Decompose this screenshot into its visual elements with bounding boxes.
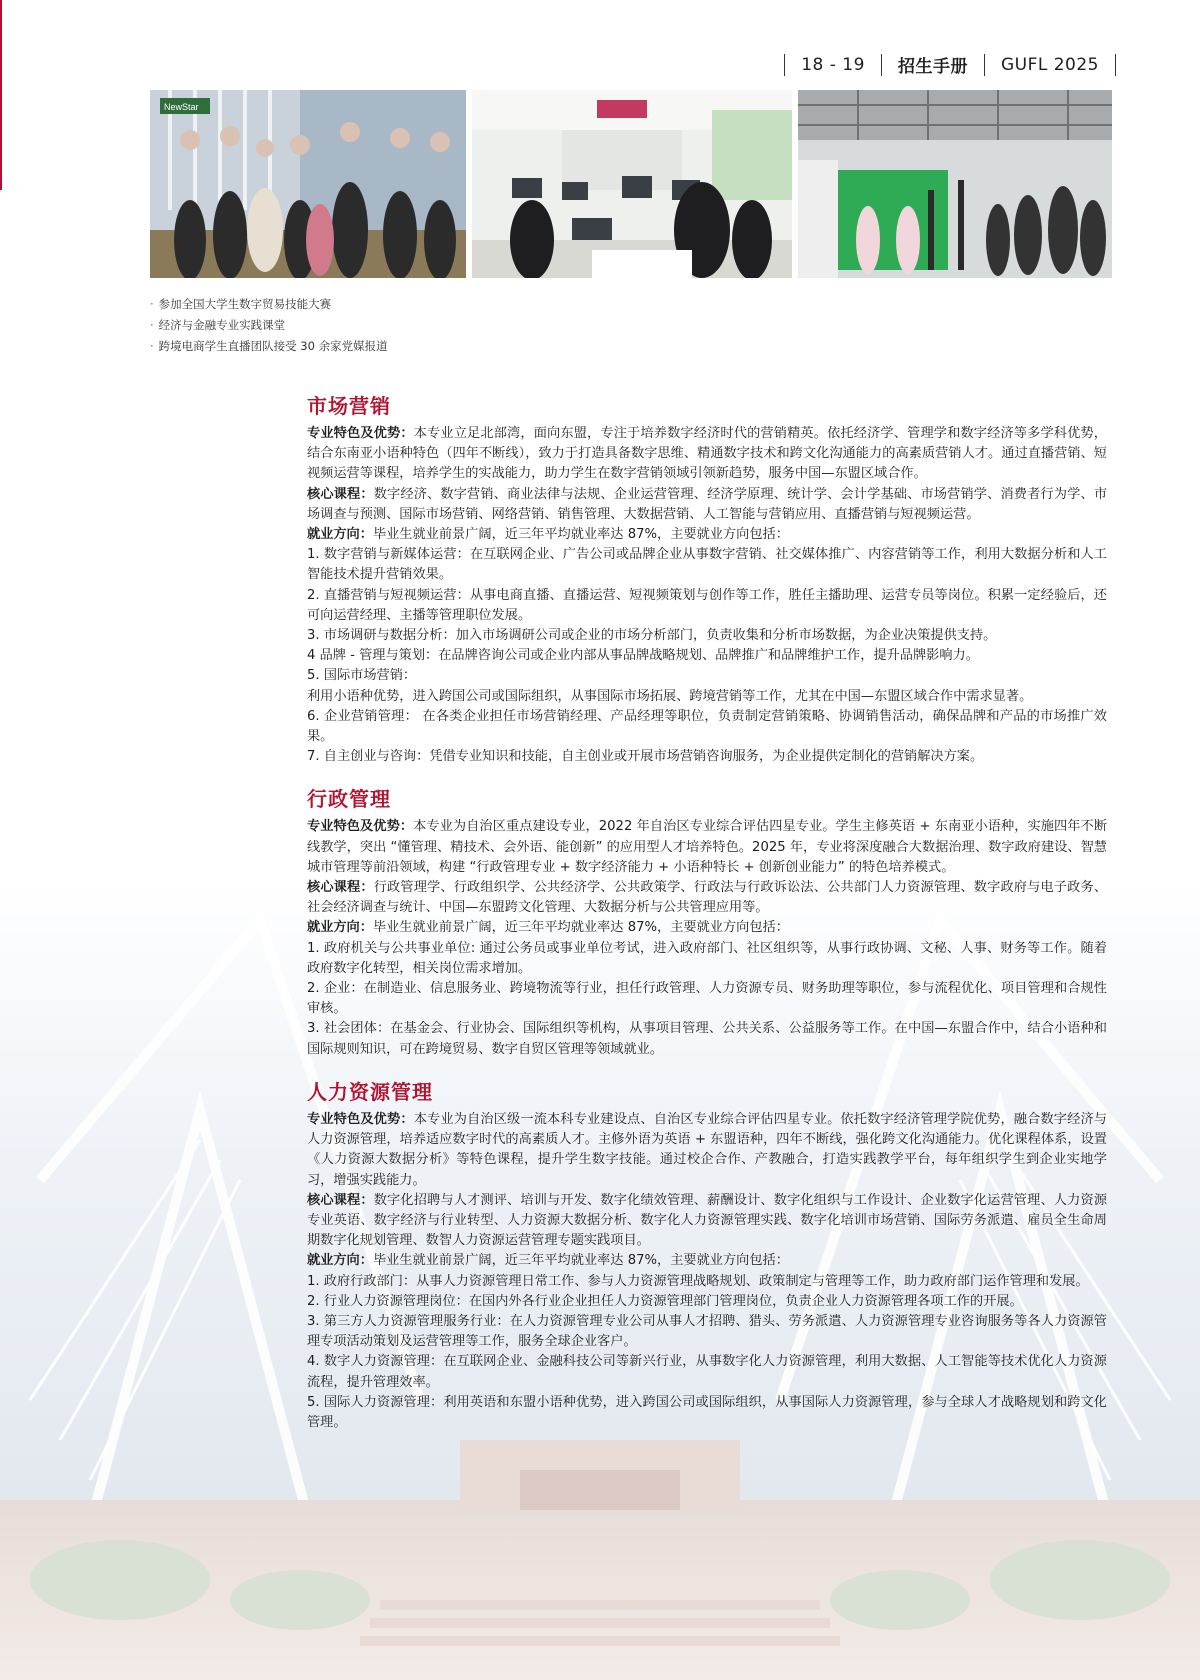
- finance-classroom-photo: [472, 90, 792, 278]
- paragraph-text: 本专业立足北部湾，面向东盟，专注于培养数字经济时代的营销精英。依托经济学、管理学和数字经济等多学科优势，结合东南亚小语种特色（四年不断线），致力于打造具备数字思维、精通数字技术和跨文化沟通能力的高素质营销人才。通过直播营销、短视频运营等课程，培养学生的实战能力，助力学生在数字营销领域引领新趋势，服务中国—东盟区域合作。: [307, 426, 1107, 482]
- paragraph-text: 6. 企业营销管理： 在各类企业担任市场营销经理、产品经理等职位，负责制定营销策略、协调销售活动，确保品牌和产品的市场推广效果。: [307, 708, 1107, 745]
- paragraph-text: 毕业生就业前景广阔，近三年平均就业率达 87%，主要就业方向包括：: [372, 920, 789, 936]
- paragraph-label: 核心课程：: [307, 486, 374, 502]
- photo-captions: [150, 294, 388, 357]
- major-paragraph: [307, 545, 1107, 585]
- paragraph-label: 就业方向：: [307, 527, 373, 543]
- major-paragraph: [307, 586, 1107, 626]
- paragraph-text: 1. 政府行政部门：从事人力资源管理日常工作、参与人力资源管理战略规划、政策制定与管理等工作，助力政府部门运作管理和发展。: [307, 1273, 1089, 1289]
- major-paragraph: [307, 707, 1107, 747]
- major-section-public-administration: [307, 787, 1107, 1059]
- paragraph-text: 毕业生就业前景广阔，近三年平均就业率达 87%，主要就业方向包括：: [372, 1253, 789, 1269]
- paragraph-label: 核心课程：: [307, 1192, 374, 1208]
- major-paragraph: [307, 1019, 1107, 1059]
- photo-caption: · 参加全国大学生数字贸易技能大赛: [150, 294, 388, 315]
- major-paragraph: [307, 1110, 1107, 1191]
- paragraph-text: 3. 市场调研与数据分析：加入市场调研公司或企业的市场分析部门，负责收集和分析市场数据，为企业决策提供支持。: [307, 628, 997, 644]
- paragraph-text: 1. 数字营销与新媒体运营：在互联网企业、广告公司或品牌企业从事数字营销、社交媒体推广、内容营销等工作，利用大数据分析和人工智能技术提升营销效果。: [307, 547, 1107, 583]
- page-numbers: 18 - 19: [801, 54, 865, 75]
- paragraph-text: 本专业为自治区重点建设专业，2022 年自治区专业综合评估四星专业。学生主修英语 + 东南亚小语种，实施四年不断线教学，突出 “懂管理、精技术、会外语、能创新” 的应用型人才培养特色。2025 年，专业将深度融合大数据治理、数字政府建设、智慧城市管理等前沿领域，构建 “行政管理专业 + 数字经济能力 + 小语种特长 + 创新创业能力” 的特色培养模式。: [307, 819, 1108, 875]
- major-paragraph: [307, 1312, 1107, 1352]
- header-divider: [984, 54, 985, 76]
- major-paragraph: [307, 666, 1107, 686]
- brand-label: GUFL 2025: [1000, 54, 1099, 75]
- page-header: [784, 52, 1116, 77]
- paragraph-text: 1. 政府机关与公共事业单位: 通过公务员或事业单位考试，进入政府部门、社区组织等，从事行政协调、文秘、人事、财务等工作。随着政府数字化转型，相关岗位需求增加。: [307, 940, 1107, 976]
- paragraph-text: 数字经济、数字营销、商业法律与法规、企业运营管理、经济学原理、统计学、会计学基础、市场营销学、消费者行为学、市场调查与预测、国际市场营销、网络营销、销售管理、大数据营销、人工智能与营销应用、直播营销与短视频运营。: [307, 486, 1108, 522]
- paragraph-label: 专业特色及优势：: [307, 819, 414, 835]
- major-paragraph: [307, 1251, 1107, 1271]
- header-divider: [1115, 54, 1116, 76]
- paragraph-text: 数字化招聘与人才测评、培训与开发、数字化绩效管理、薪酬设计、数字化组织与工作设计、企业数字化运营管理、人力资源专业英语、数字经济与行业转型、人力资源大数据分析、数字化人力资源管理实践、数字化培训市场营销、国际劳务派遣、雇员全生命周期数字化规划管理、数智人力资源运营管理专题实践项目。: [307, 1192, 1108, 1249]
- paragraph-text: 利用小语种优势，进入跨国公司或国际组织，从事国际市场拓展、跨境营销等工作，尤其在中国—东盟区域合作中需求显著。: [307, 688, 1033, 704]
- major-paragraph: [307, 817, 1107, 878]
- paragraph-text: 本专业为自治区级一流本科专业建设点、自治区专业综合评估四星专业。依托数字经济管理学院优势，融合数字经济与人力资源管理，培养适应数字时代的高素质人才。主修外语为英语 + 东盟语种，四年不断线，强化跨文化沟通能力。优化课程体系，设置《人力资源大数据分析》等特色课程，提升学生数字技能。通过校企合作、产教融合，打造实践教学平台，每年组织学生到企业实地学习，增强实践能力。: [307, 1111, 1107, 1188]
- header-divider: [881, 54, 882, 76]
- major-paragraph: [307, 485, 1107, 525]
- major-paragraph: [307, 525, 1107, 545]
- major-section-human-resources: [307, 1080, 1107, 1433]
- major-paragraph: [307, 747, 1107, 767]
- paragraph-text: 4 品牌 - 管理与策划：在品牌咨询公司或企业内部从事品牌战略规划、品牌推广和品牌维护工作，提升品牌影响力。: [307, 648, 979, 664]
- paragraph-label: 专业特色及优势：: [307, 426, 414, 441]
- paragraph-text: 4. 数字人力资源管理：在互联网企业、金融科技公司等新兴行业，从事数字化人力资源管理，利用大数据、人工智能等技术优化人力资源流程，提升管理效率。: [307, 1354, 1107, 1390]
- major-paragraph: [307, 878, 1107, 918]
- photo-strip: [150, 90, 1112, 278]
- major-heading: 行政管理: [307, 787, 391, 812]
- paragraph-label: 就业方向：: [307, 1253, 373, 1269]
- major-paragraph: [307, 687, 1107, 707]
- photo-sign-text: NewStar: [164, 102, 199, 112]
- major-paragraph: [307, 979, 1107, 1019]
- livestream-studio-photo: [798, 90, 1112, 278]
- major-section-marketing: [307, 394, 1107, 767]
- paragraph-text: 3. 社会团体：在基金会、行业协会、国际组织等机构，从事项目管理、公共关系、公益服务等工作。在中国—东盟合作中，结合小语种和国际规则知识，可在跨境贸易、数字自贸区管理等领域就业。: [307, 1021, 1107, 1057]
- major-paragraph: [307, 939, 1107, 979]
- major-paragraph: [307, 424, 1107, 485]
- paragraph-text: 2. 行业人力资源管理岗位：在国内外各行业企业担任人力资源管理部门管理岗位，负责企业人力资源管理各项工作的开展。: [307, 1293, 1023, 1309]
- competition-group-photo: [150, 90, 466, 278]
- major-paragraph: [307, 918, 1107, 938]
- header-divider: [784, 54, 785, 76]
- photo-caption: · 经济与金融专业实践课堂: [150, 315, 388, 336]
- paragraph-text: 5. 国际市场营销：: [307, 668, 417, 684]
- major-paragraph: [307, 1272, 1107, 1292]
- major-paragraph: [307, 1191, 1107, 1252]
- major-paragraph: [307, 646, 1107, 666]
- paragraph-text: 2. 企业：在制造业、信息服务业、跨境物流等行业，担任行政管理、人力资源专员、财务助理等职位，参与流程优化、项目管理和合规性审核。: [307, 981, 1107, 1017]
- major-paragraph: [307, 626, 1107, 646]
- majors-content: [307, 394, 1107, 1453]
- paragraph-text: 毕业生就业前景广阔，近三年平均就业率达 87%，主要就业方向包括：: [372, 527, 789, 543]
- major-heading: 人力资源管理: [307, 1079, 433, 1104]
- photo-caption: · 跨境电商学生直播团队接受 30 余家党媒报道: [150, 336, 388, 357]
- paragraph-label: 专业特色及优势：: [307, 1111, 414, 1127]
- major-paragraph: [307, 1393, 1107, 1433]
- paragraph-text: 行政管理学、行政组织学、公共经济学、公共政策学、行政法与行政诉讼法、公共部门人力资源管理、数字政府与电子政务、社会经济调查与统计、中国—东盟跨文化管理、大数据分析与公共管理应用等。: [307, 880, 1108, 916]
- edge-accent-mark: [0, 0, 2, 190]
- paragraph-text: 5. 国际人力资源管理：利用英语和东盟小语种优势，进入跨国公司或国际组织，从事国际人力资源管理，参与全球人才战略规划和跨文化管理。: [307, 1394, 1107, 1430]
- paragraph-label: 就业方向：: [307, 920, 373, 936]
- major-paragraph: [307, 1292, 1107, 1312]
- paragraph-label: 核心课程：: [307, 880, 374, 896]
- major-paragraph: [307, 1352, 1107, 1392]
- major-heading: 市场营销: [307, 394, 391, 418]
- paragraph-text: 7. 自主创业与咨询：凭借专业知识和技能，自主创业或开展市场营销咨询服务，为企业提供定制化的营销解决方案。: [307, 749, 984, 765]
- brochure-title: 招生手册: [897, 57, 968, 77]
- paragraph-text: 2. 直播营销与短视频运营：从事电商直播、直播运营、短视频策划与创作等工作，胜任主播助理、运营专员等岗位。积累一定经验后，还可向运营经理、主播等管理职位发展。: [307, 587, 1107, 623]
- paragraph-text: 3. 第三方人力资源管理服务行业：在人力资源管理专业公司从事人才招聘、猎头、劳务派遣、人力资源管理专业咨询服务等各人力资源管理专项活动策划及运营管理等工作，服务全球企业客户。: [307, 1313, 1107, 1350]
